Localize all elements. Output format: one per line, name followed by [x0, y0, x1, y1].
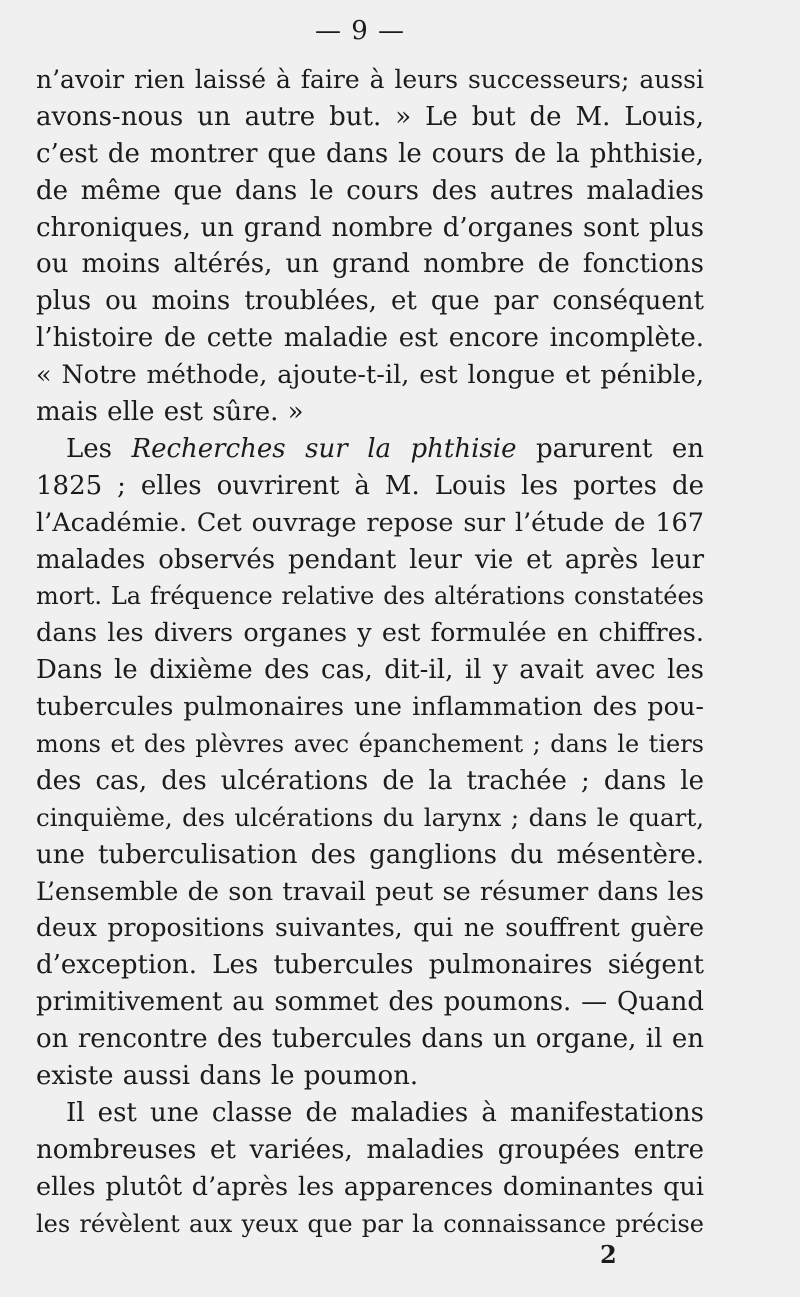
- text-line: Dans le dixième des cas, dit-il, il y avait avec les: [36, 655, 704, 686]
- text-line: nombreuses et variées, maladies groupées entre: [36, 1134, 704, 1165]
- text-line: mons et des plèvres avec épanchement ; dans le tiers: [36, 730, 704, 759]
- text-line: deux propositions suivantes, qui ne souffrent guère: [36, 913, 704, 943]
- text-line: [36, 431, 704, 468]
- text-line: dans les divers organes y est formulée en chiffres.: [36, 618, 704, 649]
- text-line: tubercules pulmonaires une inflammation des pou-: [36, 692, 704, 723]
- text-line: L’ensemble de son travail peut se résumer dans les: [36, 876, 704, 907]
- text-line: une tuberculisation des ganglions du mésentère.: [36, 839, 704, 870]
- text-line: avons-nous un autre but. » Le but de M. Louis,: [36, 101, 704, 132]
- text-line: primitivement au sommet des poumons. — Quand: [36, 987, 704, 1018]
- text-line: chroniques, un grand nombre d’organes sont plus: [36, 212, 704, 243]
- text-line: ou moins altérés, un grand nombre de fonctions: [36, 249, 704, 280]
- text-line: n’avoir rien laissé à faire à leurs successeurs; aussi: [36, 65, 704, 94]
- text-line: d’exception. Les tubercules pulmonaires siégent: [36, 950, 704, 981]
- book-title-italic: Recherches sur la phthisie: [131, 433, 517, 464]
- text-line: mort. La fréquence relative des altérations constatées: [36, 582, 704, 611]
- signature-mark: 2: [600, 1240, 617, 1269]
- text-line: 1825 ; elles ouvrirent à M. Louis les portes de: [36, 470, 704, 501]
- paragraph-3: [36, 1095, 704, 1243]
- text-line: l’Académie. Cet ouvrage repose sur l’étude de 167: [36, 507, 704, 538]
- text-line: Il est une classe de maladies à manifestations: [66, 1097, 704, 1128]
- text-line: l’histoire de cette maladie est encore incomplète.: [36, 323, 704, 354]
- text-line: malades observés pendant leur vie et après leur: [36, 544, 704, 575]
- text-line: c’est de montrer que dans le cours de la phthisie,: [36, 138, 704, 169]
- text-line: on rencontre des tubercules dans un organe, il en: [36, 1024, 704, 1055]
- text-line: plus ou moins troublées, et que par conséquent: [36, 286, 704, 317]
- text-line: « Notre méthode, ajoute-t-il, est longue et pénible,: [36, 360, 704, 391]
- paragraph-2: [36, 431, 704, 1095]
- body-text: [36, 62, 704, 1243]
- text-line: elles plutôt d’après les apparences dominantes qui: [36, 1171, 704, 1202]
- text-line: mais elle est sûre. »: [36, 397, 304, 428]
- text-line: des cas, des ulcérations de la trachée ; dans le: [36, 765, 704, 796]
- text-line: de même que dans le cours des autres maladies: [36, 175, 704, 206]
- text-run: Les: [66, 433, 132, 464]
- text-line: les révèlent aux yeux que par la connaissance précise: [36, 1209, 704, 1238]
- page-number: — 9 —: [314, 16, 406, 46]
- text-run: parurent en: [516, 433, 704, 464]
- text-line: existe aussi dans le poumon.: [36, 1061, 419, 1092]
- paragraph-1: [36, 62, 704, 431]
- text-line: cinquième, des ulcérations du larynx ; dans le quart,: [36, 802, 704, 832]
